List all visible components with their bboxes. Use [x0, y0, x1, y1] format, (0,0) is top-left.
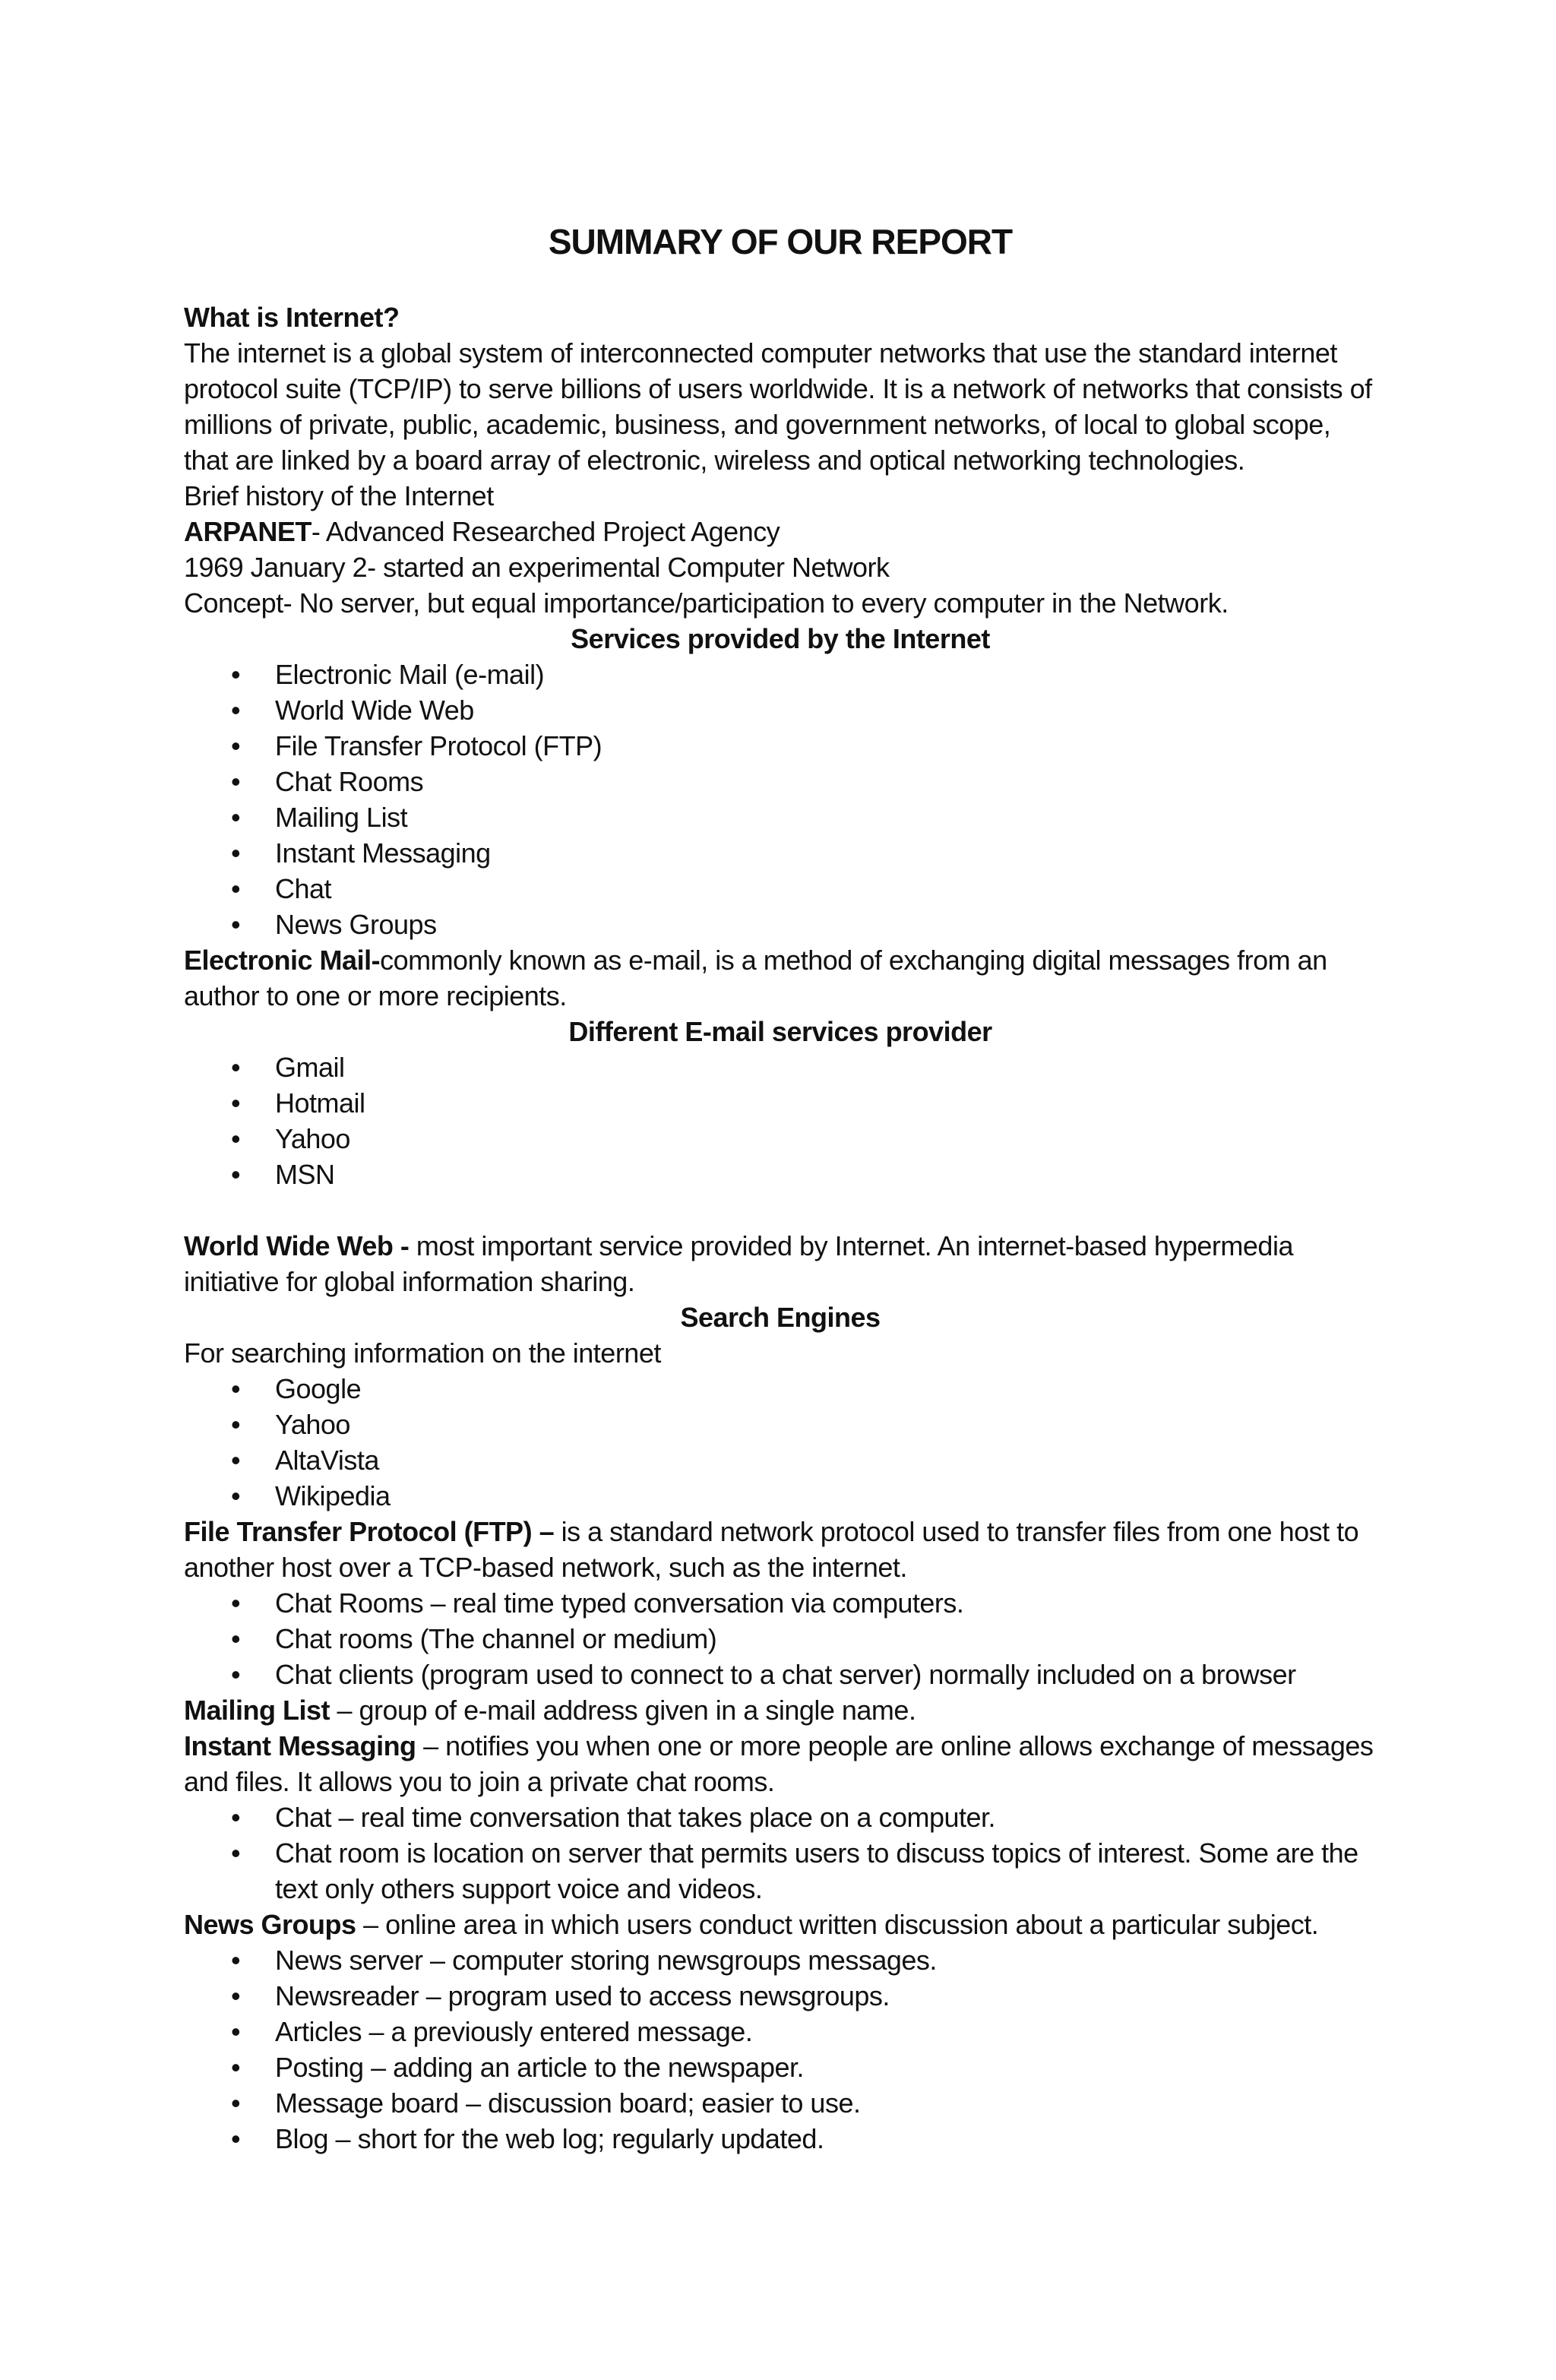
document-page — [184, 220, 1377, 2157]
instant-messaging-text: – notifies you when one or more people are online allows exchange of messages and files. It allows you to join a private chat rooms. — [184, 1730, 1374, 1797]
history-heading: Brief history of the Internet — [184, 480, 494, 511]
arpanet-label: ARPANET — [184, 516, 312, 547]
list-item: • Chat Rooms – real time typed conversation via computers. — [184, 1585, 1377, 1621]
paragraph-news-groups — [184, 1907, 1377, 1942]
list-item: • World Wide Web — [184, 692, 1377, 728]
section-heading-search-engines: Search Engines — [680, 1302, 881, 1333]
news-groups-label: News Groups — [184, 1909, 356, 1940]
arpanet-line — [184, 514, 1377, 549]
list-item: • Gmail — [184, 1049, 1377, 1085]
news-groups-list — [184, 1942, 1377, 2157]
instant-messaging-label: Instant Messaging — [184, 1730, 416, 1761]
electronic-mail-text: commonly known as e-mail, is a method of exchanging digital messages from an author to one or more recipients. — [184, 945, 1327, 1011]
ftp-text: is a standard network protocol used to transfer files from one host to another host over a TCP-based network, such as the internet. — [184, 1516, 1359, 1583]
mailing-list-label: Mailing List — [184, 1695, 330, 1726]
list-item: • Hotmail — [184, 1085, 1377, 1121]
paragraph-what-is-internet: The internet is a global system of interconnected computer networks that use the standard internet protocol suite (TCP/IP) to serve billions of users worldwide. It is a network of networks that consists of millions of private, public, academic, business, and government networks, of local to global scope, that are linked by a board array of electronic, wireless and optical networking technologies. — [184, 337, 1372, 476]
ftp-label: File Transfer Protocol (FTP) – — [184, 1516, 555, 1547]
list-item: • Posting – adding an article to the newspaper. — [184, 2049, 1377, 2085]
list-item: • News server – computer storing newsgroups messages. — [184, 1942, 1377, 1978]
paragraph-world-wide-web — [184, 1228, 1377, 1299]
list-item: • AltaVista — [184, 1442, 1377, 1478]
paragraph-mailing-list — [184, 1692, 1377, 1728]
list-item: • Newsreader – program used to access newsgroups. — [184, 1978, 1377, 2014]
history-concept-line: Concept- No server, but equal importance/participation to every computer in the Network. — [184, 587, 1229, 619]
section-heading-what-is-internet: What is Internet? — [184, 302, 400, 333]
chat-list — [184, 1799, 1377, 1907]
paragraph-ftp — [184, 1514, 1377, 1585]
search-engines-intro: For searching information on the internet — [184, 1337, 661, 1369]
section-heading-email-providers: Different E-mail services provider — [568, 1016, 992, 1047]
arpanet-text: - Advanced Researched Project Agency — [311, 516, 780, 547]
search-engines-list — [184, 1371, 1377, 1514]
list-item: • Chat rooms (The channel or medium) — [184, 1621, 1377, 1657]
list-item: • Yahoo — [184, 1121, 1377, 1157]
list-item: • News Groups — [184, 907, 1377, 942]
list-item: • MSN — [184, 1157, 1377, 1192]
list-item: • Chat room is location on server that permits users to discuss topics of interest. Some are the text only others support voice and videos. — [184, 1835, 1377, 1907]
history-date-line: 1969 January 2- started an experimental Computer Network — [184, 552, 890, 583]
paragraph-instant-messaging — [184, 1728, 1377, 1799]
list-item: • Message board – discussion board; easier to use. — [184, 2085, 1377, 2121]
news-groups-text: – online area in which users conduct written discussion about a particular subject. — [356, 1909, 1319, 1940]
list-item: • Articles – a previously entered message. — [184, 2014, 1377, 2049]
services-list — [184, 657, 1377, 942]
list-item: • Mailing List — [184, 799, 1377, 835]
section-heading-services: Services provided by the Internet — [571, 623, 990, 654]
list-item: • Yahoo — [184, 1407, 1377, 1442]
list-item: • Chat – real time conversation that takes place on a computer. — [184, 1799, 1377, 1835]
spacer — [184, 1192, 1377, 1228]
list-item: • File Transfer Protocol (FTP) — [184, 728, 1377, 764]
mailing-list-text: – group of e-mail address given in a single name. — [330, 1695, 916, 1726]
page-title: SUMMARY OF OUR REPORT — [548, 222, 1013, 261]
list-item: • Chat — [184, 871, 1377, 907]
list-item: • Electronic Mail (e-mail) — [184, 657, 1377, 692]
list-item: • Google — [184, 1371, 1377, 1407]
list-item: • Blog – short for the web log; regularly updated. — [184, 2121, 1377, 2157]
email-providers-list — [184, 1049, 1377, 1192]
world-wide-web-label: World Wide Web - — [184, 1230, 410, 1261]
world-wide-web-text: most important service provided by Internet. An internet-based hypermedia initiative for global information sharing. — [184, 1230, 1293, 1297]
list-item: • Chat Rooms — [184, 764, 1377, 799]
list-item: • Chat clients (program used to connect to a chat server) normally included on a browser — [184, 1657, 1377, 1692]
chat-rooms-list — [184, 1585, 1377, 1692]
list-item: • Instant Messaging — [184, 835, 1377, 871]
list-item: • Wikipedia — [184, 1478, 1377, 1514]
paragraph-electronic-mail — [184, 942, 1377, 1014]
electronic-mail-label: Electronic Mail- — [184, 945, 381, 976]
